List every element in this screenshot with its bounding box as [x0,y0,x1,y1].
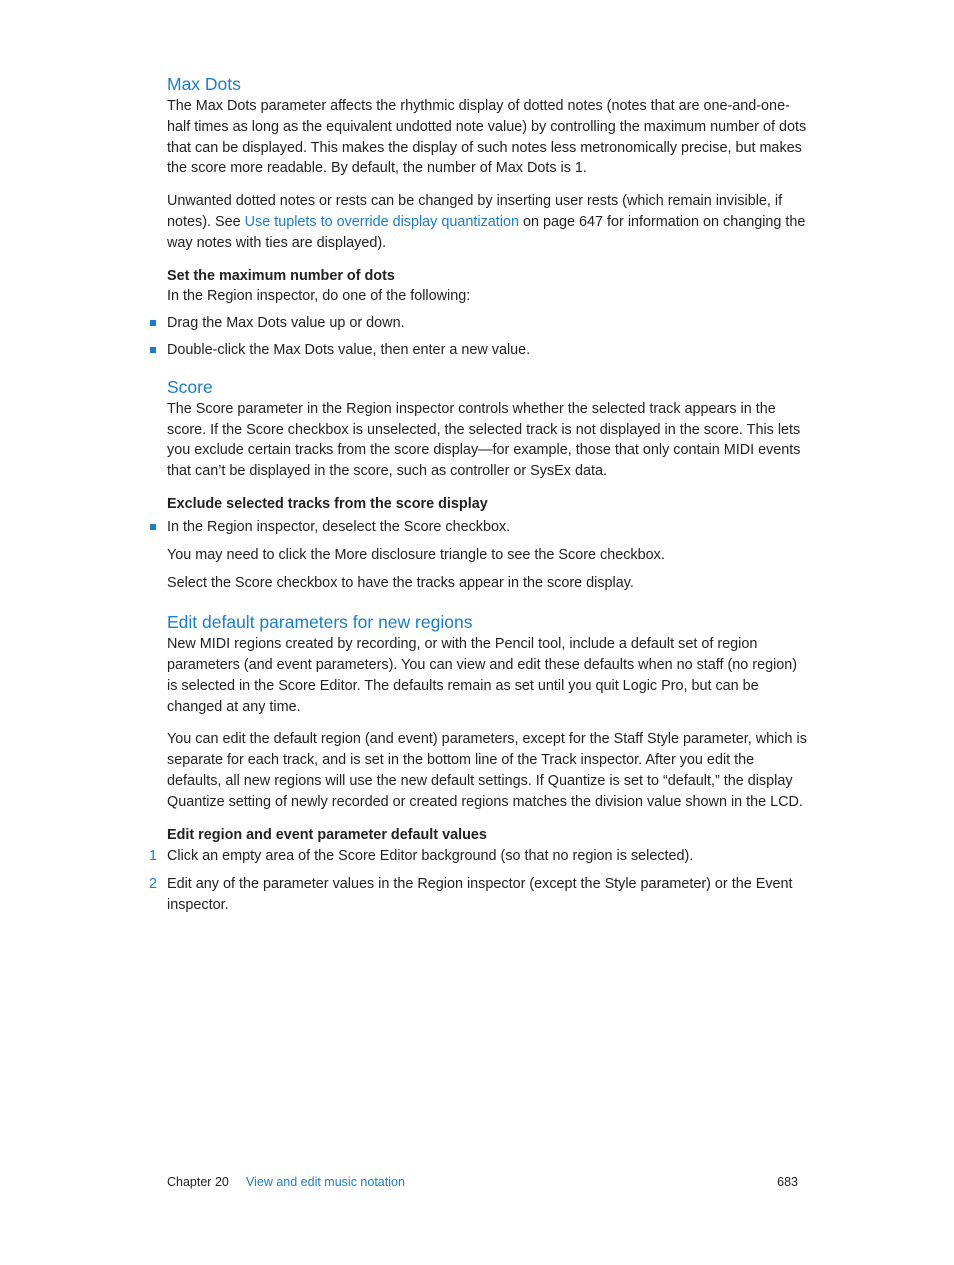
edit-defaults-steps [149,846,807,915]
edit-defaults-heading: Edit default parameters for new regions [167,612,473,633]
list-item [149,874,807,916]
step-text: Edit any of the parameter values in the Region inspector (except the Style parameter) or the Event inspector. [167,876,793,913]
max-dots-paragraph-2 [167,191,807,253]
max-dots-paragraph-1: The Max Dots parameter affects the rhythmic display of dotted notes (notes that are one-and-one-half times as long as the equivalent undotted note value) by controlling the maximum number of dots that can be displayed. This makes the display of such notes less metronomically precise, but makes the score more readable. By default, the number of Max Dots is 1. [167,98,807,177]
list-item [167,340,807,361]
square-bullet-icon [150,320,156,326]
step-number: 1 [149,848,158,865]
page-content [149,72,807,916]
footer-page-number: 683 [777,1175,798,1189]
list-item [167,517,807,538]
score-heading: Score [167,376,213,397]
list-item-text: Double-click the Max Dots value, then enter a new value. [167,341,531,358]
max-dots-heading: Max Dots [167,74,241,94]
max-dots-p2-text-after: on page 647 for information on changing the way notes with ties are displayed). [167,213,806,251]
list-item-text: In the Region inspector, deselect the Score checkbox. [167,518,511,535]
score-bullet-list [167,517,807,538]
page-footer [167,1172,798,1192]
step-number: 2 [149,876,158,893]
edit-defaults-paragraph-1: New MIDI regions created by recording, or with the Pencil tool, include a default set of region parameters (and event parameters). You can view and edit these defaults when no staff (no region) is selected in the Score Editor. The defaults remain as set until you quit Logic Pro, but can be changed at any time. [167,636,798,715]
square-bullet-icon [150,347,156,353]
footer-chapter-title-link[interactable]: View and edit music notation [246,1175,405,1189]
footer-chapter: Chapter 20 [167,1175,229,1189]
list-item [149,846,807,867]
max-dots-task-heading: Set the maximum number of dots [167,267,395,284]
score-note-1: You may need to click the More disclosure triangle to see the Score checkbox. [167,546,665,563]
square-bullet-icon [150,524,156,530]
max-dots-task-intro: In the Region inspector, do one of the following: [167,288,471,305]
score-task-heading: Exclude selected tracks from the score display [167,495,488,512]
step-text: Click an empty area of the Score Editor background (so that no region is selected). [167,848,694,865]
score-paragraph-1: The Score parameter in the Region inspector controls whether the selected track appears in the score. If the Score checkbox is unselected, the selected track is not displayed in the score. This lets you exclude certain tracks from the score display—for example, those that only contain MIDI events that can’t be displayed in the score, such as controller or SysEx data. [167,400,801,480]
score-note-2: Select the Score checkbox to have the tracks appear in the score display. [167,575,634,592]
edit-defaults-task-heading: Edit region and event parameter default values [167,826,487,843]
tuplets-link[interactable]: Use tuplets to override display quantization [244,213,519,230]
list-item [167,313,807,334]
max-dots-p2-text-before: Unwanted dotted notes or rests can be changed by inserting user rests (which remain invisible, if notes). See [167,193,783,230]
list-item-text: Drag the Max Dots value up or down. [167,315,405,332]
max-dots-bullet-list [167,313,807,361]
edit-defaults-paragraph-2: You can edit the default region (and event) parameters, except for the Staff Style parameter, which is separate for each track, and is set in the bottom line of the Track inspector. After you edit the defaults, all new regions will use the new default settings. If Quantize is set to “default,” the display Quantize setting of newly recorded or created regions matches the division value shown in the LCD. [167,731,807,810]
